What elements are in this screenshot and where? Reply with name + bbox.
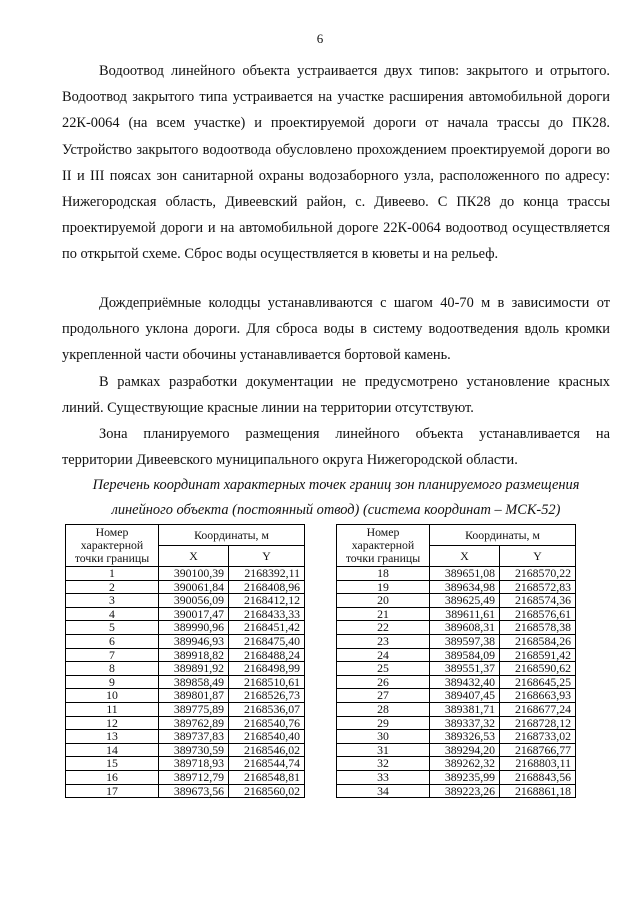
y-cell: 2168408,96 <box>229 580 305 594</box>
x-cell: 389381,71 <box>430 702 500 716</box>
y-cell: 2168433,33 <box>229 607 305 621</box>
point-number-cell: 5 <box>66 621 159 635</box>
y-cell: 2168733,02 <box>500 730 576 744</box>
table-row <box>66 607 305 621</box>
table-row <box>337 648 576 662</box>
y-cell: 2168591,42 <box>500 648 576 662</box>
y-cell: 2168578,38 <box>500 621 576 635</box>
x-header: X <box>159 546 229 567</box>
point-number-cell: 24 <box>337 648 430 662</box>
table-row <box>66 662 305 676</box>
x-cell: 389651,08 <box>430 567 500 581</box>
x-cell: 389262,32 <box>430 757 500 771</box>
point-number-cell: 6 <box>66 634 159 648</box>
point-number-cell: 22 <box>337 621 430 635</box>
point-number-cell: 4 <box>66 607 159 621</box>
point-number-cell: 33 <box>337 770 430 784</box>
point-number-cell: 16 <box>66 770 159 784</box>
y-cell: 2168544,74 <box>229 757 305 771</box>
coordinates-table-left <box>65 524 305 798</box>
table-caption: Перечень координат характерных точек границ зон планируемого размещения линейного объекта (постоянный отвод) (система координат – МСК-52) <box>92 477 580 518</box>
point-number-cell: 29 <box>337 716 430 730</box>
point-number-cell: 31 <box>337 743 430 757</box>
y-cell: 2168677,24 <box>500 702 576 716</box>
x-header: X <box>430 546 500 567</box>
table-row <box>66 770 305 784</box>
x-cell: 389235,99 <box>430 770 500 784</box>
y-cell: 2168861,18 <box>500 784 576 798</box>
y-cell: 2168488,24 <box>229 648 305 662</box>
paragraph-text: Водоотвод линейного объекта устраивается двух типов: закрытого и отрытого. Водоотвод закрытого типа устраивается на участке расширения автомобильной дороги 22К-0064 (на всем участке) и проектируемой дороги от начала трассы до ПК28. Устройство закрытого водоотвода обусловлено прохождением проектируемой дороги во II и III поясах зон санитарной охраны водозаборного узла, расположенного по адресу: Нижегородская область, Дивеевский район, с. Дивеево. С ПК28 до конца трассы проектируемой дороги и на автомобильной дороге 22К-0064 водоотвод осуществляется по открытой схеме. Сброс воды осуществляется в кюветы и на рельеф. <box>62 63 610 263</box>
y-cell: 2168590,62 <box>500 662 576 676</box>
y-cell: 2168843,56 <box>500 770 576 784</box>
y-cell: 2168510,61 <box>229 675 305 689</box>
x-cell: 390056,09 <box>159 594 229 608</box>
x-cell: 389611,61 <box>430 607 500 621</box>
table-row <box>337 607 576 621</box>
y-cell: 2168574,36 <box>500 594 576 608</box>
x-cell: 389762,89 <box>159 716 229 730</box>
table-row <box>337 757 576 771</box>
table-row <box>337 621 576 635</box>
y-cell: 2168546,02 <box>229 743 305 757</box>
coordinates-header: Координаты, м <box>430 525 576 546</box>
x-cell: 389918,82 <box>159 648 229 662</box>
table-row <box>66 675 305 689</box>
x-cell: 389801,87 <box>159 689 229 703</box>
point-number-cell: 2 <box>66 580 159 594</box>
x-cell: 389737,83 <box>159 730 229 744</box>
x-cell: 389223,26 <box>430 784 500 798</box>
table-row <box>337 675 576 689</box>
point-number-cell: 15 <box>66 757 159 771</box>
x-cell: 389625,49 <box>430 594 500 608</box>
x-cell: 389718,93 <box>159 757 229 771</box>
point-number-cell: 3 <box>66 594 159 608</box>
point-number-cell: 9 <box>66 675 159 689</box>
table-row <box>66 689 305 703</box>
y-cell: 2168560,02 <box>229 784 305 798</box>
point-number-cell: 28 <box>337 702 430 716</box>
x-cell: 389608,31 <box>430 621 500 635</box>
x-cell: 389891,92 <box>159 662 229 676</box>
y-cell: 2168645,25 <box>500 675 576 689</box>
point-number-cell: 13 <box>66 730 159 744</box>
table-row <box>66 702 305 716</box>
y-cell: 2168498,99 <box>229 662 305 676</box>
paragraph-text: Зона планируемого размещения линейного объекта устанавливается на территории Дивеевского муниципального округа Нижегородской области. <box>62 426 610 469</box>
y-cell: 2168663,93 <box>500 689 576 703</box>
x-cell: 389730,59 <box>159 743 229 757</box>
y-cell: 2168536,07 <box>229 702 305 716</box>
y-cell: 2168766,77 <box>500 743 576 757</box>
table-row <box>66 634 305 648</box>
paragraph-red-lines <box>62 369 610 421</box>
point-number-cell: 27 <box>337 689 430 703</box>
table-row <box>337 743 576 757</box>
point-number-cell: 20 <box>337 594 430 608</box>
x-cell: 389432,40 <box>430 675 500 689</box>
point-number-header: Номер характерной точки границы <box>337 525 430 567</box>
table-row <box>66 730 305 744</box>
y-cell: 2168451,42 <box>229 621 305 635</box>
point-number-cell: 26 <box>337 675 430 689</box>
page-number: 6 <box>316 31 324 46</box>
table-row <box>337 730 576 744</box>
table-row <box>66 621 305 635</box>
table-row <box>66 784 305 798</box>
x-cell: 389946,93 <box>159 634 229 648</box>
y-cell: 2168576,61 <box>500 607 576 621</box>
table-row <box>337 702 576 716</box>
point-number-cell: 18 <box>337 567 430 581</box>
y-header: Y <box>229 546 305 567</box>
point-number-cell: 11 <box>66 702 159 716</box>
table-row <box>337 689 576 703</box>
paragraph-text: В рамках разработки документации не предусмотрено установление красных линий. Существующие красные линии на территории отсутствуют. <box>62 374 610 417</box>
x-cell: 389775,89 <box>159 702 229 716</box>
y-cell: 2168584,26 <box>500 634 576 648</box>
coordinates-header: Координаты, м <box>159 525 305 546</box>
point-number-cell: 32 <box>337 757 430 771</box>
table-row <box>66 743 305 757</box>
table-row <box>66 648 305 662</box>
point-number-cell: 1 <box>66 567 159 581</box>
point-number-cell: 14 <box>66 743 159 757</box>
paragraph-text: Дождеприёмные колодцы устанавливаются с шагом 40-70 м в зависимости от продольного уклона дороги. Для сброса воды в систему водоотведения вдоль кромки укрепленной части обочины устанавливается бортовой камень. <box>62 295 610 364</box>
table-row <box>66 580 305 594</box>
table-row <box>337 770 576 784</box>
paragraph-zone <box>62 421 610 473</box>
x-cell: 389634,98 <box>430 580 500 594</box>
x-cell: 389551,37 <box>430 662 500 676</box>
table-row <box>66 594 305 608</box>
y-cell: 2168540,40 <box>229 730 305 744</box>
point-number-cell: 7 <box>66 648 159 662</box>
point-number-cell: 10 <box>66 689 159 703</box>
x-cell: 389597,38 <box>430 634 500 648</box>
table-row <box>337 784 576 798</box>
x-cell: 389326,53 <box>430 730 500 744</box>
y-cell: 2168548,81 <box>229 770 305 784</box>
point-number-cell: 21 <box>337 607 430 621</box>
point-number-cell: 8 <box>66 662 159 676</box>
x-cell: 389294,20 <box>430 743 500 757</box>
table-row <box>337 662 576 676</box>
table-row <box>337 634 576 648</box>
point-number-cell: 17 <box>66 784 159 798</box>
paragraph-drainage-types <box>62 58 610 268</box>
table-row <box>337 567 576 581</box>
y-cell: 2168540,76 <box>229 716 305 730</box>
point-number-cell: 12 <box>66 716 159 730</box>
point-number-cell: 25 <box>337 662 430 676</box>
table-row <box>66 567 305 581</box>
table-row <box>337 580 576 594</box>
x-cell: 389858,49 <box>159 675 229 689</box>
y-header: Y <box>500 546 576 567</box>
table-row <box>66 757 305 771</box>
x-cell: 390100,39 <box>159 567 229 581</box>
point-number-cell: 23 <box>337 634 430 648</box>
x-cell: 389337,32 <box>430 716 500 730</box>
paragraph-storm-wells <box>62 290 610 369</box>
x-cell: 390061,84 <box>159 580 229 594</box>
point-number-cell: 19 <box>337 580 430 594</box>
table-row <box>337 594 576 608</box>
point-number-header: Номер характерной точки границы <box>66 525 159 567</box>
y-cell: 2168803,11 <box>500 757 576 771</box>
table-row <box>337 716 576 730</box>
y-cell: 2168570,22 <box>500 567 576 581</box>
x-cell: 389712,79 <box>159 770 229 784</box>
x-cell: 389990,96 <box>159 621 229 635</box>
y-cell: 2168526,73 <box>229 689 305 703</box>
y-cell: 2168412,12 <box>229 594 305 608</box>
x-cell: 390017,47 <box>159 607 229 621</box>
coordinates-table-right <box>336 524 576 798</box>
y-cell: 2168728,12 <box>500 716 576 730</box>
point-number-cell: 34 <box>337 784 430 798</box>
point-number-cell: 30 <box>337 730 430 744</box>
x-cell: 389584,09 <box>430 648 500 662</box>
y-cell: 2168572,83 <box>500 580 576 594</box>
table-row <box>66 716 305 730</box>
x-cell: 389407,45 <box>430 689 500 703</box>
y-cell: 2168475,40 <box>229 634 305 648</box>
y-cell: 2168392,11 <box>229 567 305 581</box>
x-cell: 389673,56 <box>159 784 229 798</box>
